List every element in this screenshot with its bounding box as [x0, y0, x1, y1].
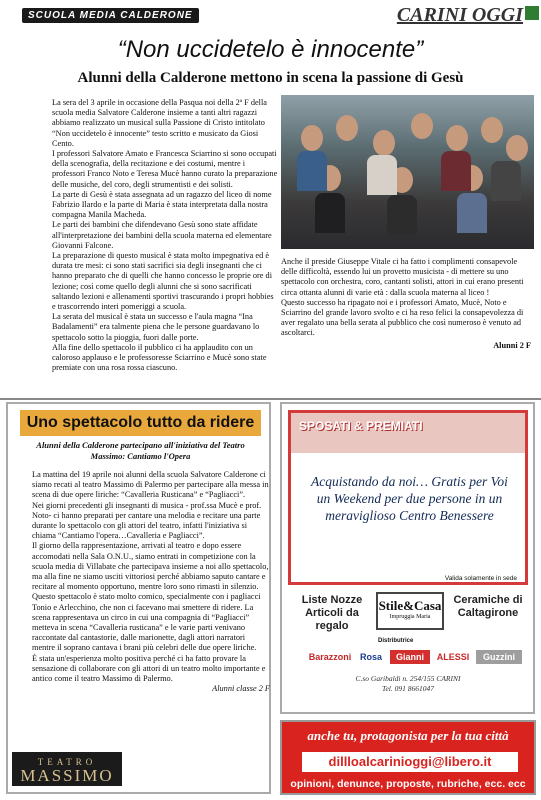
- paragraph: Anche il preside Giuseppe Vitale ci ha fatto i complimenti consapevole delle difficoltà, essendo lui un provetto musicista - di mettere su uno spettacolo con orchestra, coro, cantanti solisti, attori in cui erano presenti circa ottanta alunni di varie età : dalla scuola materna al liceo !: [281, 257, 524, 297]
- ad-left-text: Liste Nozze Articoli da regalo: [301, 594, 363, 632]
- section-divider: [0, 398, 541, 400]
- ad-header-title: SPOSATI & PREMIATI: [299, 419, 423, 433]
- brand-logo: Gianni: [390, 650, 430, 664]
- paragraph: Questo spettacolo è stato molto comico, specialmente con i pagliacci Tonio e Arlecchino, che non ci facevano mai smettere di ridere. La scena rappresentava un circo in cui una compagnia di “Pagliacci” metteva in scena “Cavalleria rusticana” e le varie parti venivano raccontate dal cantastorie, dalle marionette, dagli attori narratori mentre il soprano cantava i brani più celebri delle due opere liriche.: [32, 592, 261, 653]
- store-logo: Stile&Casa Impruggia Maria: [376, 592, 444, 630]
- paragraph: La preparazione di questo musical è stata molto impegnativa ed è durata tre mesi: ci sono stati sacrifici sia degli insegnanti che ci hanno preparato che di quelli che hanno concesso le proprie ore di lezione; così come quello degli alunni che si sono sacrificati saltando lezioni e allenamenti sportivi trascurando i propri hobbies e trascorrendo interi pomeriggi a scuola.: [52, 251, 274, 312]
- newspaper-logo: CARINI OGGI: [396, 4, 523, 26]
- ad-note: Valida solamente in sede: [444, 575, 517, 582]
- article2-subtitle: Alunni della Calderone partecipano all'iniziativa del Teatro Massimo: Cantiamo l'Opera: [36, 440, 245, 461]
- ad-header: [291, 413, 525, 453]
- article2-body: [32, 470, 270, 694]
- article-body: [52, 98, 278, 373]
- contact-banner: [280, 720, 536, 795]
- article2-title: Uno spettacolo tutto da ridere: [20, 410, 261, 436]
- school-tag: SCUOLA MEDIA CALDERONE: [22, 8, 199, 23]
- brand-logo: Barazzoni: [308, 652, 352, 662]
- teatro-massimo-logo: TEATRO MASSIMO: [12, 752, 122, 786]
- article-continuation: [281, 257, 531, 351]
- corner-mark-icon: [525, 6, 539, 20]
- brand-logo: Rosa: [359, 652, 382, 662]
- advertisement: [280, 402, 535, 714]
- masthead: [0, 0, 541, 30]
- banner-topics: opinioni, denunce, proposte, rubriche, ecc. ecc: [290, 778, 526, 790]
- article2-signature: Alunni classe 2 F: [212, 684, 270, 694]
- paragraph: Le parti dei bambini che difendevano Gesù sono state affidate all'interpretazione dei bambini della scuola materna ed elementare Giovanni Falcone.: [52, 220, 272, 250]
- brand-logo: ALESSI: [436, 652, 470, 662]
- article-subhead: Alunni della Calderone mettono in scena la passione di Gesù: [77, 70, 464, 86]
- ad-right-text: Ceramiche di Caltagirone: [453, 594, 523, 619]
- brands-label: Distributrice: [378, 638, 414, 644]
- paragraph: I professori Salvatore Amato e Francesca Sciarrino si sono occupati della scenografia, della recitazione e dei costumi, mentre i professori Franco Noto e Teresa Mucè hanno curato la preparazione delle musiche, del coro, degli strumentisti e dei solisti.: [52, 149, 278, 189]
- paragraph: La mattina del 19 aprile noi alunni della scuola Salvatore Calderone ci siamo recati al teatro Massimo di Palermo per partecipare alla messa in scena di due opere liriche: “Cavalleria Rusticana” e “Pagliacci”.: [32, 470, 269, 500]
- store-phone: Tel. 091 8661047: [381, 684, 435, 693]
- paragraph: Il giorno della rappresentazione, arrivati al teatro e dopo essere accomodati nella Sala O.N.U., siamo entrati in competizione con la scuola media di Villabate che partecipava insieme a noi allo spettacolo, ma alla fine ne siamo usciti vittoriosi perché abbiamo saputo cantare e recitare al momento opportuno, mentre loro sono rimasti in silenzio.: [32, 541, 269, 592]
- paragraph: La sera del 3 aprile in occasione della Pasqua noi della 2ª F della scuola media Salvatore Calderone insieme a tanti altri ragazzi abbiamo realizzato un musical sulla Passione di Cristo intitolato “Non uccidetelo è innocente” testo scritto e musicato da Giosi Cento.: [52, 98, 267, 148]
- paragraph: La parte di Gesù è stata assegnata ad un ragazzo del liceo di nome Fabrizio Ilardo e la parte di Maria è stata interpretata dalla nostra compagna Manila Macheda.: [52, 189, 272, 220]
- paragraph: Questo successo ha ripagato noi e i professori Amato, Mucè, Noto e Sciarrino del grande lavoro svolto e ci ha reso felici la consapevolezza di aver regalato una bella serata al pubblico che così numeroso è venuto ad ascoltarci.: [281, 297, 524, 338]
- paragraph: Alla fine dello spettacolo il pubblico ci ha applaudito con un caloroso applauso e le professoresse Sciarrino e Mucè sono state premiate con una rosa rossa ciascuno.: [52, 342, 267, 373]
- article-headline: “Non uccidetelo è innocente”: [117, 36, 424, 63]
- paragraph: La serata del musical è stata un successo e l'aula magna “Ina Badalamenti” era talmente piena che le persone guardavano lo spettacolo sotto la pioggia, fuori dalle porte.: [52, 312, 260, 342]
- brand-logos: [308, 650, 528, 666]
- class-photo: [281, 95, 534, 249]
- contact-email-link[interactable]: dillloalcarinioggi@libero.it: [302, 752, 518, 772]
- ad-promo-text: Acquistando da noi… Gratis per Voi un Weekend per due persone in un meraviglioso Centro Benessere: [311, 474, 508, 523]
- brand-logo: Guzzini: [476, 650, 522, 664]
- ad-store-info: [288, 590, 528, 710]
- store-address: C.so Garibaldi n. 254/155 CARINI Tel. 091 8661047: [288, 674, 528, 694]
- ad-promo: [288, 410, 528, 585]
- banner-slogan: anche tu, protagonista per la tua città: [307, 728, 509, 743]
- paragraph: È stata un'esperienza molto positiva perché ci ha fatto provare la sensazione di collaborare con gli attori di un teatro molto importante e antico come il teatro Massimo di Palermo.: [32, 653, 266, 684]
- paragraph: Nei giorni precedenti gli insegnanti di musica - prof.ssa Mucè e prof. Noto- ci hanno preparati per cantare una melodia e recitare una parte durante lo spettacolo con gli attori del teatro, infatti l'iniziativa si chiama “Cantiamo l'opera…Cavalleria e Pagliacci”.: [32, 500, 262, 541]
- article-signature: Alunni 2 F: [493, 340, 531, 350]
